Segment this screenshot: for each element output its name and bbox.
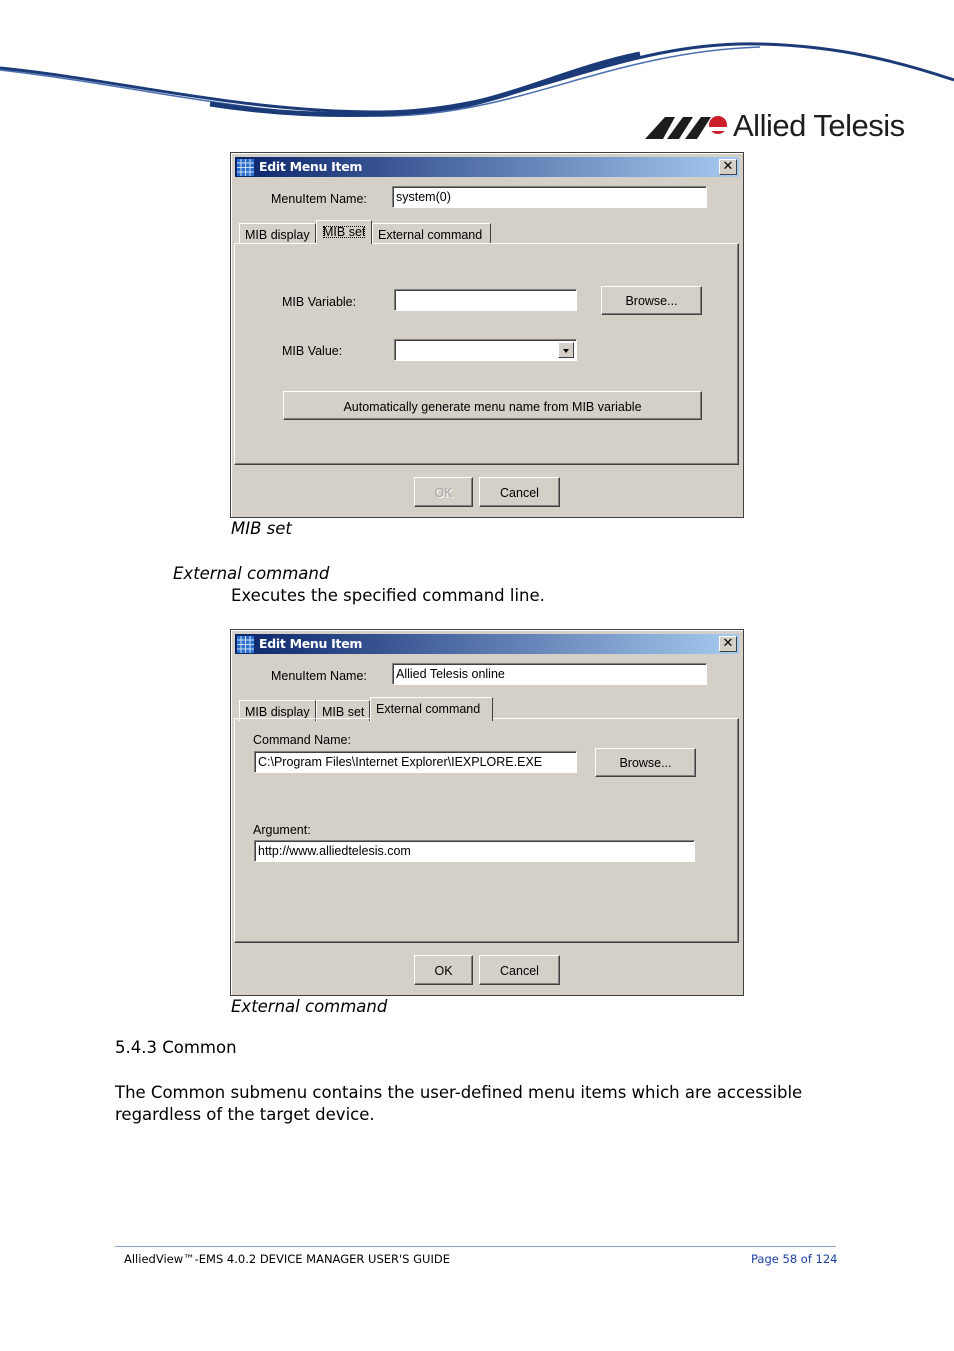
cancel-button[interactable]: Cancel	[479, 477, 560, 507]
menuitem-name-label: MenuItem Name:	[271, 192, 367, 206]
mib-variable-input[interactable]	[394, 289, 577, 311]
tab-mib-set[interactable]	[316, 220, 372, 244]
mib-value-label: MIB Value:	[282, 344, 343, 358]
allied-telesis-logo-icon	[645, 113, 729, 141]
mib-value-combo[interactable]	[394, 339, 577, 361]
footer-divider	[115, 1246, 836, 1247]
menuitem-name-label: MenuItem Name:	[271, 669, 367, 683]
menuitem-name-input[interactable]: system(0)	[392, 186, 707, 208]
tab-external-command[interactable]: External command	[370, 697, 493, 721]
common-body-line-2: regardless of the target device.	[115, 1105, 375, 1124]
auto-generate-name-button[interactable]: Automatically generate menu name from MIB variable	[283, 391, 702, 420]
grid-app-icon	[237, 159, 254, 176]
tab-mib-display[interactable]: MIB display	[239, 700, 316, 721]
menuitem-name-input[interactable]: Allied Telesis online	[392, 663, 707, 685]
close-button[interactable]	[719, 636, 737, 652]
section-heading-external-command: External command	[173, 564, 330, 583]
cancel-button[interactable]: Cancel	[479, 955, 560, 985]
brand-name: Allied Telesis	[733, 108, 905, 143]
command-name-input[interactable]: C:\Program Files\Internet Explorer\IEXPLORE.EXE	[254, 751, 577, 773]
common-body-line-1: The Common submenu contains the user-defined menu items which are accessible	[115, 1083, 803, 1102]
close-icon: ✕	[722, 159, 734, 174]
footer-page-number: Page 58 of 124	[751, 1252, 838, 1266]
dialog-title: Edit Menu Item	[259, 636, 363, 651]
command-name-label: Command Name:	[253, 733, 351, 747]
argument-input[interactable]: http://www.alliedtelesis.com	[254, 840, 695, 862]
external-command-description: Executes the specified command line.	[231, 586, 545, 605]
footer-document-title: AlliedView™-EMS 4.0.2 DEVICE MANAGER USER'S GUIDE	[124, 1252, 450, 1266]
close-button[interactable]	[719, 159, 737, 175]
grid-app-icon	[237, 636, 254, 653]
tab-mib-set-label: MIB set	[323, 225, 366, 239]
browse-button[interactable]: Browse...	[601, 286, 702, 315]
browse-button[interactable]: Browse...	[595, 748, 696, 777]
section-heading-common: 5.4.3 Common	[115, 1038, 237, 1057]
tab-external-command[interactable]: External command	[372, 223, 491, 244]
ok-button[interactable]: OK	[414, 477, 473, 507]
edit-menu-item-dialog-external-command	[230, 629, 744, 996]
ok-button[interactable]: OK	[414, 955, 473, 985]
tab-mib-display[interactable]: MIB display	[239, 223, 316, 244]
dialog-titlebar	[235, 157, 739, 177]
edit-menu-item-dialog-mib-set	[230, 152, 744, 518]
dialog-titlebar	[235, 634, 739, 654]
chevron-down-icon[interactable]	[558, 342, 574, 358]
tab-mib-set[interactable]: MIB set	[316, 700, 370, 721]
figure-caption-mib-set: MIB set	[231, 519, 292, 538]
dialog-title: Edit Menu Item	[259, 159, 363, 174]
argument-label: Argument:	[253, 823, 311, 837]
close-icon: ✕	[722, 636, 734, 651]
mib-variable-label: MIB Variable:	[282, 295, 357, 309]
figure-caption-external-command: External command	[231, 997, 388, 1016]
